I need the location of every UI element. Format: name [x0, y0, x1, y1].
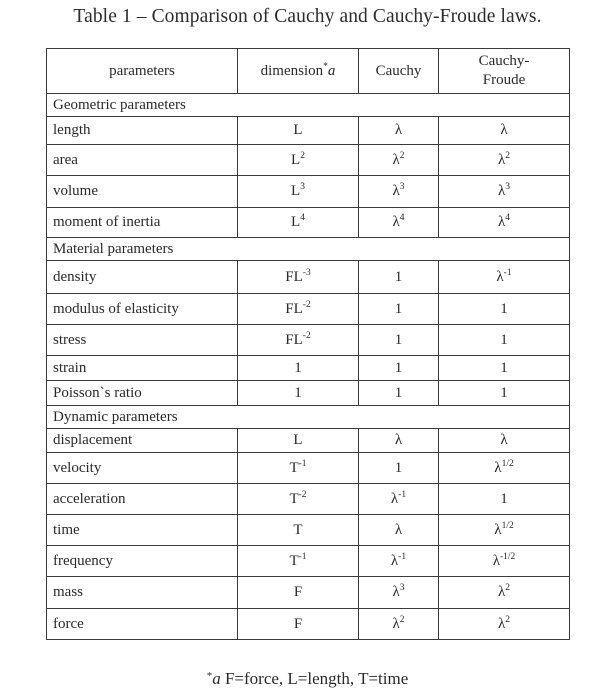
cauchy-froude-cell	[439, 429, 570, 453]
dimension-cell-base: F	[293, 615, 303, 632]
dimension-cell-base: L	[293, 432, 303, 448]
parameter-name: displacement	[47, 429, 238, 453]
table-row	[47, 381, 570, 406]
dimension-cell-base: FL	[285, 300, 303, 317]
parameter-name: Poisson`s ratio	[47, 381, 238, 406]
section-row	[47, 406, 570, 429]
dimension-cell	[238, 325, 359, 356]
cauchy-cell-base: λ	[390, 490, 399, 507]
cauchy-froude-cell-base: 1	[500, 300, 508, 317]
dimension-cell-exponent: -3	[302, 267, 311, 278]
header-parameters: parameters	[47, 49, 238, 94]
parameter-name: mass	[47, 577, 238, 609]
dimension-cell-exponent: -1	[298, 458, 307, 469]
parameter-name: area	[47, 145, 238, 176]
cauchy-cell-base: λ	[390, 552, 399, 569]
cauchy-cell	[359, 261, 439, 294]
dimension-cell-base: 1	[294, 359, 302, 376]
cauchy-cell-base: λ	[394, 432, 403, 448]
dimension-cell-base: L	[291, 151, 301, 168]
cauchy-cell-exponent: -1	[398, 489, 407, 500]
cauchy-cell-exponent: 4	[399, 213, 405, 223]
dimension-cell-base: FL	[285, 268, 303, 285]
dimension-cell-base: T	[293, 521, 303, 538]
cauchy-cell-exponent: 3	[399, 583, 405, 593]
dimension-cell-exponent: 3	[300, 182, 305, 192]
cauchy-froude-cell-base: 1	[500, 384, 508, 401]
dimension-cell	[238, 546, 359, 577]
parameter-name: strain	[47, 356, 238, 381]
dimension-cell	[238, 261, 359, 294]
cauchy-cell	[359, 453, 439, 484]
table-row	[47, 145, 570, 176]
cauchy-cell-exponent: 2	[399, 150, 405, 161]
table-body	[47, 94, 570, 640]
dimension-cell	[238, 453, 359, 484]
dimension-cell-base: L	[291, 183, 301, 199]
cauchy-froude-cell-exponent: 2	[505, 614, 511, 625]
cauchy-cell	[359, 294, 439, 325]
header-cauchy-froude-line1: Cauchy-	[478, 53, 530, 69]
cauchy-froude-cell	[439, 325, 570, 356]
footnote-mark: *	[323, 61, 328, 72]
cauchy-cell	[359, 356, 439, 381]
dimension-cell-base: T	[289, 490, 299, 507]
cauchy-cell	[359, 325, 439, 356]
dimension-cell	[238, 145, 359, 176]
cauchy-cell-base: 1	[394, 459, 403, 476]
cauchy-cell-base: λ	[392, 584, 400, 600]
dimension-cell-base: T	[289, 459, 299, 476]
dimension-cell	[238, 609, 359, 640]
dimension-cell-base: FL	[285, 331, 303, 348]
cauchy-cell-base: λ	[392, 151, 400, 168]
cauchy-froude-cell-base: 1	[500, 359, 508, 376]
footnote-text: F=force, L=length, T=time	[220, 669, 409, 688]
cauchy-froude-cell	[439, 356, 570, 381]
cauchy-cell-base: λ	[392, 214, 400, 230]
cauchy-froude-cell-base: λ	[497, 183, 506, 199]
section-row	[47, 238, 570, 261]
dimension-cell-base: 1	[294, 384, 302, 401]
table-caption: Table 1 – Comparison of Cauchy and Cauchy-Froude laws.	[73, 6, 542, 27]
parameter-name: velocity	[47, 453, 238, 484]
dimension-cell-exponent: -2	[302, 299, 311, 310]
cauchy-froude-cell-exponent: 2	[505, 583, 511, 593]
dimension-cell-exponent: -1	[298, 551, 307, 562]
section-label: Dynamic parameters	[47, 406, 570, 429]
cauchy-froude-cell	[439, 208, 570, 238]
parameter-name: stress	[47, 325, 238, 356]
cauchy-froude-cell-exponent: 4	[505, 213, 511, 223]
dimension-cell-exponent: -2	[298, 489, 307, 500]
cauchy-froude-cell-base: λ	[500, 122, 508, 138]
table-row	[47, 117, 570, 145]
section-label: Material parameters	[47, 238, 570, 261]
section-label: Geometric parameters	[47, 94, 570, 117]
cauchy-froude-cell-base: λ	[496, 268, 504, 285]
table-row	[47, 176, 570, 208]
parameter-name: density	[47, 261, 238, 294]
dimension-cell	[238, 429, 359, 453]
header-cauchy: Cauchy	[359, 49, 439, 94]
cauchy-froude-cell	[439, 515, 570, 546]
header-cauchy-froude	[439, 49, 570, 94]
cauchy-froude-cell-exponent: 1/2	[501, 520, 514, 531]
dimension-cell-base: T	[289, 552, 299, 569]
cauchy-froude-cell	[439, 145, 570, 176]
table-row	[47, 484, 570, 515]
cauchy-froude-cell	[439, 609, 570, 640]
table-row	[47, 515, 570, 546]
dimension-cell-base: L	[293, 122, 303, 138]
table-row	[47, 325, 570, 356]
table-footnote	[0, 669, 615, 689]
dimension-cell	[238, 515, 359, 546]
dimension-cell	[238, 294, 359, 325]
cauchy-cell	[359, 515, 439, 546]
cauchy-froude-cell-base: λ	[497, 214, 506, 230]
table-row	[47, 261, 570, 294]
cauchy-cell	[359, 577, 439, 609]
header-dimension	[238, 49, 359, 94]
table-row	[47, 577, 570, 609]
cauchy-cell	[359, 609, 439, 640]
cauchy-froude-cell	[439, 176, 570, 208]
table-row	[47, 294, 570, 325]
cauchy-cell-base: 1	[394, 331, 403, 348]
cauchy-froude-cell	[439, 546, 570, 577]
dimension-cell-base: F	[293, 584, 303, 600]
cauchy-froude-cell-exponent: -1	[503, 267, 512, 278]
parameter-name: moment of inertia	[47, 208, 238, 238]
comparison-table	[46, 48, 570, 640]
cauchy-cell-exponent: 3	[399, 182, 405, 192]
dimension-cell-base: L	[291, 214, 301, 230]
cauchy-froude-cell	[439, 294, 570, 325]
cauchy-cell-base: λ	[392, 183, 400, 199]
cauchy-froude-cell	[439, 453, 570, 484]
cauchy-froude-cell	[439, 484, 570, 515]
cauchy-froude-cell	[439, 577, 570, 609]
cauchy-cell-base: 1	[394, 300, 403, 317]
dimension-cell	[238, 208, 359, 238]
parameter-name: force	[47, 609, 238, 640]
cauchy-cell	[359, 117, 439, 145]
cauchy-cell	[359, 546, 439, 577]
cauchy-froude-cell-base: λ	[500, 432, 508, 448]
cauchy-cell	[359, 484, 439, 515]
parameter-name: time	[47, 515, 238, 546]
table-row	[47, 453, 570, 484]
cauchy-froude-cell-base: λ	[494, 459, 502, 476]
footnote-mark: *	[206, 670, 213, 682]
cauchy-cell-exponent: -1	[398, 551, 407, 562]
table-row	[47, 208, 570, 238]
cauchy-froude-cell-base: λ	[497, 584, 506, 600]
header-cauchy-froude-line2: Froude	[482, 72, 526, 88]
dimension-cell	[238, 484, 359, 515]
cauchy-cell	[359, 381, 439, 406]
cauchy-cell	[359, 429, 439, 453]
dimension-cell	[238, 176, 359, 208]
cauchy-froude-cell-exponent: 3	[505, 182, 511, 192]
cauchy-cell-base: 1	[394, 359, 403, 376]
dimension-cell	[238, 577, 359, 609]
cauchy-cell	[359, 145, 439, 176]
cauchy-froude-cell-base: λ	[494, 521, 502, 538]
cauchy-froude-cell	[439, 261, 570, 294]
table-row	[47, 546, 570, 577]
section-row	[47, 94, 570, 117]
cauchy-cell-base: λ	[394, 122, 403, 138]
cauchy-froude-cell	[439, 117, 570, 145]
dimension-cell	[238, 381, 359, 406]
dimension-cell-exponent: 4	[300, 213, 305, 223]
cauchy-cell	[359, 176, 439, 208]
parameter-name: frequency	[47, 546, 238, 577]
cauchy-froude-cell-exponent: 2	[505, 150, 511, 161]
parameter-name: volume	[47, 176, 238, 208]
dimension-cell	[238, 356, 359, 381]
cauchy-froude-cell-exponent: -1/2	[499, 551, 516, 562]
cauchy-froude-cell-exponent: 1/2	[501, 458, 514, 469]
parameter-name: length	[47, 117, 238, 145]
dimension-cell-exponent: 2	[300, 150, 305, 161]
table-row	[47, 356, 570, 381]
dimension-cell-exponent: -2	[302, 330, 311, 341]
table-row	[47, 429, 570, 453]
cauchy-froude-cell	[439, 381, 570, 406]
parameter-name: acceleration	[47, 484, 238, 515]
footnote-letter: a	[327, 62, 336, 79]
cauchy-froude-cell-base: λ	[497, 151, 506, 168]
footnote-letter: a	[212, 669, 221, 688]
parameter-name: modulus of elasticity	[47, 294, 238, 325]
cauchy-cell-exponent: 2	[399, 614, 405, 625]
cauchy-froude-cell-base: λ	[492, 552, 500, 569]
cauchy-cell-base: 1	[394, 268, 403, 285]
header-dimension-label: dimension	[260, 62, 324, 79]
table-row	[47, 609, 570, 640]
cauchy-cell-base: λ	[392, 615, 400, 632]
cauchy-cell	[359, 208, 439, 238]
cauchy-froude-cell-base: 1	[500, 331, 508, 348]
cauchy-froude-cell-base: 1	[500, 490, 508, 507]
cauchy-cell-base: 1	[394, 384, 403, 401]
cauchy-froude-cell-base: λ	[497, 615, 506, 632]
table-header-row	[47, 49, 570, 94]
cauchy-cell-base: λ	[394, 521, 403, 538]
dimension-cell	[238, 117, 359, 145]
